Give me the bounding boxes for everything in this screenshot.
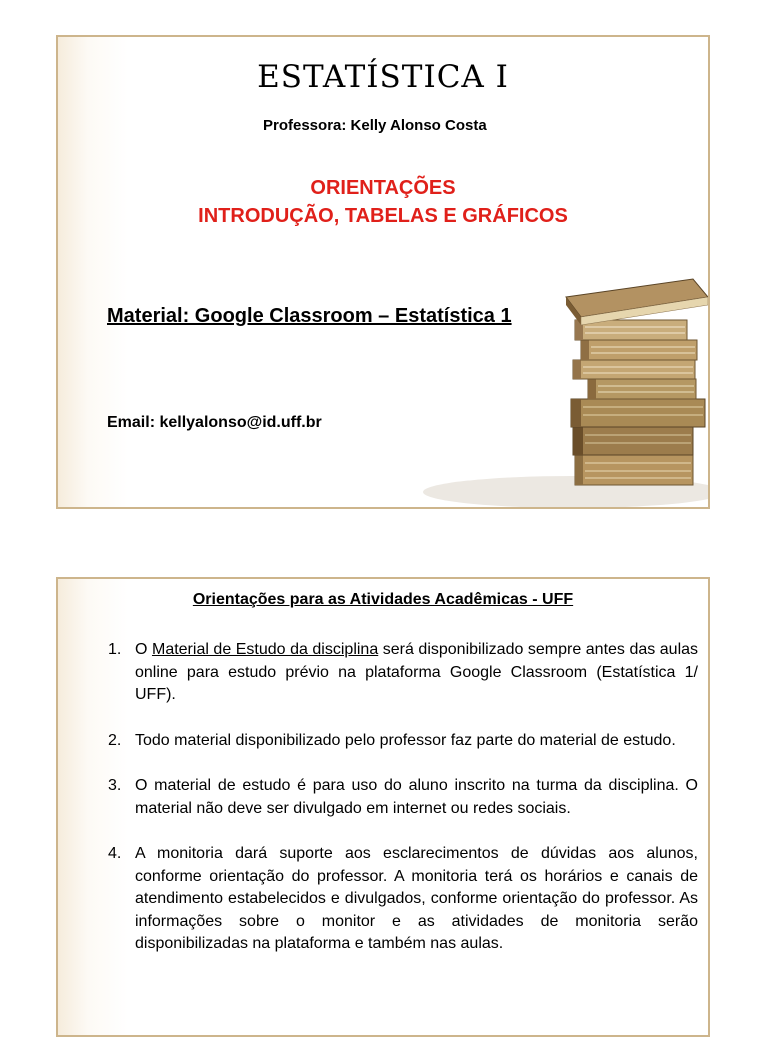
item-text <box>135 639 698 707</box>
contact-email: Email: kellyalonso@id.uff.br <box>107 414 322 431</box>
subtitle-line-2: INTRODUÇÃO, TABELAS E GRÁFICOS <box>198 205 568 227</box>
guidelines-list <box>108 639 698 979</box>
list-item <box>108 843 698 956</box>
item-text: Todo material disponibilizado pelo professor faz parte do material de estudo. <box>135 731 676 749</box>
item-text: O material de estudo é para uso do aluno inscrito na turma da disciplina. O material não deve ser divulgado em internet ou redes sociais. <box>135 777 698 817</box>
guidelines-slide <box>56 577 710 1037</box>
guidelines-heading: Orientações para as Atividades Acadêmicas - UFF <box>192 591 574 608</box>
item-number: 2. <box>108 731 122 749</box>
page-title: ESTATÍSTICA I <box>257 59 509 95</box>
item-text: A monitoria dará suporte aos esclarecimentos de dúvidas aos alunos, conforme orientação do professor. A monitoria terá os horários e canais de atendimento estabelecidos e divulgados, conforme orientação do professor. As informações sobre o monitor e as atividades de monitoria serão disponibilizadas na plataforma e também nas aulas. <box>135 845 698 952</box>
title-slide <box>56 35 710 509</box>
item-number: 3. <box>108 777 122 794</box>
stack-of-books-icon <box>423 267 710 509</box>
list-item <box>108 775 698 820</box>
item-text-pre: O <box>135 641 152 658</box>
list-item <box>108 730 698 753</box>
item-text-post: será disponibilizado sempre antes das aulas online para estudo prévio na plataforma Google Classroom (Estatística 1/ UFF). <box>135 641 699 703</box>
material-link: Material: Google Classroom – Estatística 1 <box>107 305 512 327</box>
professor-name: Professora: Kelly Alonso Costa <box>263 117 487 134</box>
study-material-underlined: Material de Estudo da disciplina <box>151 641 379 658</box>
item-number: 4. <box>108 845 122 862</box>
item-number: 1. <box>108 641 122 658</box>
list-item <box>108 639 698 707</box>
subtitle-line-1: ORIENTAÇÕES <box>310 177 456 199</box>
